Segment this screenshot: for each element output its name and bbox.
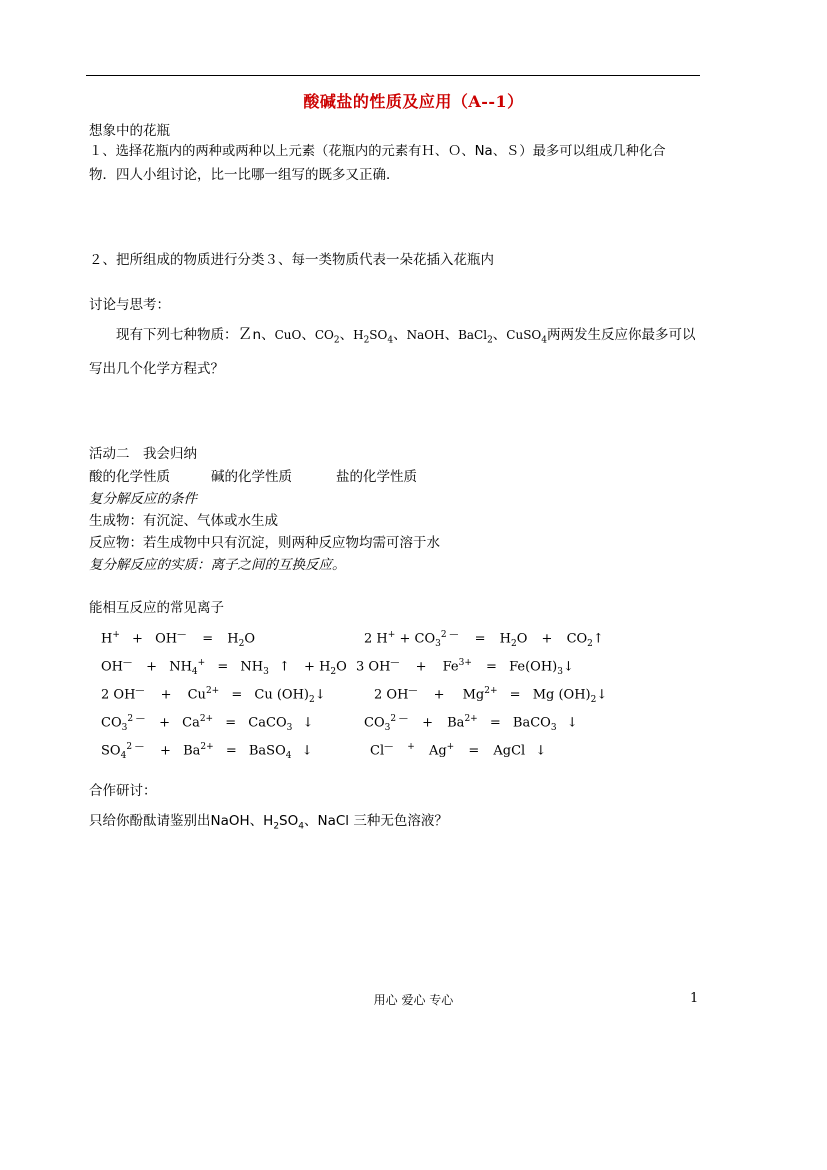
charge: 2+: [200, 742, 214, 752]
product: O: [244, 631, 256, 647]
page-number: 1: [690, 991, 699, 1006]
coop-heading: 合作研讨：: [89, 783, 157, 799]
ion-eq-cl-ag: [370, 738, 546, 760]
charge: +: [446, 742, 455, 752]
subscript: 3: [550, 722, 557, 733]
separator: 、: [492, 327, 507, 343]
ion: Ag: [428, 743, 447, 759]
subscript: 3: [557, 666, 563, 677]
precipitate-arrow-icon: ↓: [566, 715, 578, 731]
condition-heading: 复分解反应的条件: [89, 491, 197, 507]
product: CaCO: [248, 715, 287, 731]
subscript: 3: [384, 722, 391, 733]
separator: 、: [393, 327, 407, 343]
subscript: 4: [541, 335, 547, 346]
op: +: [160, 743, 171, 759]
op: +: [422, 715, 433, 731]
ion-eq-co3-ca: [101, 710, 313, 737]
op: =: [489, 715, 501, 731]
subscript: 4: [120, 750, 127, 761]
ion: NH: [169, 659, 192, 675]
condition-products: 生成物：有沉淀、气体或水生成: [89, 513, 278, 529]
precipitate-arrow-icon: ↓: [535, 743, 547, 759]
charge: 2 —: [126, 742, 144, 752]
formula-zn-n: n: [252, 327, 262, 343]
op: =: [468, 743, 480, 759]
charge: 2 —: [127, 714, 145, 724]
coefficient: 3: [356, 659, 365, 675]
subscript: 2: [363, 335, 370, 346]
ion: Fe: [442, 659, 459, 675]
subscript: 2: [590, 694, 597, 705]
op: =: [509, 687, 521, 703]
product: BaSO: [248, 743, 286, 759]
ion: OH: [368, 659, 391, 675]
ion: OH: [113, 687, 136, 703]
ion-eq-so4-ba: [101, 738, 313, 765]
precipitate-arrow-icon: ↓: [314, 687, 326, 703]
coop-question-formula: SO: [279, 813, 299, 829]
coefficient: 2: [101, 687, 110, 703]
footer-motto: 用心 爱心 专心: [373, 993, 454, 1007]
product: Fe(OH): [509, 659, 558, 675]
subscript: 4: [285, 750, 292, 761]
discussion-line-2: 写出几个化学方程式？: [89, 361, 224, 377]
op: +: [407, 742, 415, 752]
subscript: 2: [309, 694, 315, 705]
charge: —: [135, 686, 145, 696]
formula-co2: [314, 328, 340, 346]
ion-eq-h-oh: [101, 626, 255, 653]
question-1-line-2: 物．四人小组讨论，比一比哪一组写的既多又正确．: [89, 167, 400, 183]
section-heading-vase: 想象中的花瓶: [89, 123, 170, 139]
subscript: 3: [263, 666, 269, 677]
subscript: 2: [330, 666, 337, 677]
ion: SO: [101, 743, 121, 759]
ions-heading: 能相互反应的常见离子: [89, 600, 224, 616]
property-acid: 酸的化学性质: [89, 469, 170, 485]
formula-cuo: CuO: [274, 328, 302, 342]
separator: 、: [301, 327, 315, 343]
ion-eq-oh-cu: [101, 682, 326, 709]
subscript: 4: [191, 666, 198, 677]
formula-text: H: [353, 328, 364, 342]
ion: OH: [101, 659, 123, 675]
ion: CO: [414, 631, 436, 647]
op: =: [231, 687, 243, 703]
precipitate-arrow-icon: ↓: [302, 715, 314, 731]
reaction-essence: 复分解反应的实质：离子之间的互换反应。: [89, 557, 346, 573]
product: Cu (OH): [254, 687, 309, 703]
header-rule: [86, 75, 700, 76]
product: BaCO: [512, 715, 551, 731]
charge: —: [390, 658, 400, 668]
discussion-line-1: [116, 325, 696, 349]
ion-eq-oh-fe: [356, 654, 574, 681]
op: +: [399, 631, 411, 647]
ion: OH: [155, 631, 178, 647]
op: +: [146, 659, 158, 675]
formula-text: CuSO: [506, 328, 542, 342]
op: +: [132, 631, 143, 647]
ion: H: [376, 631, 388, 647]
product: H: [227, 631, 239, 647]
charge: 3+: [458, 658, 472, 668]
product: O: [516, 631, 528, 647]
charge: 2 —: [440, 630, 459, 640]
ion: Ba: [183, 743, 201, 759]
question-1-line-1: １、选择花瓶内的两种或两种以上元素（花瓶内的元素有Ｈ、Ｏ、Na、Ｓ）最多可以组成几种化合: [89, 144, 666, 159]
coefficient: 2: [374, 687, 383, 703]
ion: H: [101, 631, 113, 647]
op: =: [474, 631, 486, 647]
op: +: [415, 659, 427, 675]
charge: +: [112, 630, 120, 640]
product: NH: [240, 659, 264, 675]
product: O: [336, 659, 347, 675]
charge: —: [123, 658, 132, 668]
precipitate-arrow-icon: ↓: [596, 687, 608, 703]
formula-text: CO: [314, 328, 334, 342]
charge: —: [408, 686, 418, 696]
discussion-heading: 讨论与思考：: [89, 297, 170, 313]
op: +: [541, 631, 553, 647]
ion: CO: [364, 715, 385, 731]
ion: Ca: [182, 715, 200, 731]
discussion-suffix: 两两发生反应你最多可以: [547, 327, 696, 343]
ion-eq-co3-ba: [364, 710, 578, 737]
subscript: 2: [587, 638, 593, 649]
formula-h2so4: [353, 328, 394, 346]
op: =: [486, 659, 497, 675]
ion: OH: [386, 687, 409, 703]
op: =: [225, 743, 237, 759]
formula-bacl2: [458, 328, 493, 346]
ion-eq-h-co3: [364, 626, 604, 653]
ion-eq-oh-mg: [374, 682, 607, 709]
subscript: 2: [487, 335, 493, 346]
precipitate-arrow-icon: ↓: [562, 659, 574, 675]
product: H: [499, 631, 511, 647]
ion: Cl: [370, 743, 385, 759]
coop-question-prefix: 只给你酚酞请鉴别出NaOH、H: [89, 813, 274, 829]
product: AgCl: [493, 743, 526, 759]
charge: 2+: [205, 686, 220, 696]
op: +: [433, 687, 445, 703]
formula-naoh: NaOH: [406, 328, 445, 342]
separator: 、: [444, 327, 459, 343]
subscript: 4: [387, 335, 394, 346]
ion: Mg: [462, 687, 485, 703]
product: Mg (OH): [532, 687, 591, 703]
ion-eq-oh-nh4: [101, 654, 347, 681]
question-2: ２、把所组成的物质进行分类３、每一类物质代表一朵花插入花瓶内: [89, 252, 494, 268]
product: H: [319, 659, 331, 675]
precipitate-arrow-icon: ↓: [301, 743, 313, 759]
coefficient: 2: [364, 631, 373, 647]
charge: 2+: [484, 686, 498, 696]
charge: —: [177, 630, 187, 640]
formula-zn-z: Ｚ: [237, 325, 253, 343]
page-title: 酸碱盐的性质及应用（A--1）: [303, 92, 524, 111]
separator: 、: [339, 327, 354, 343]
subscript: 2: [273, 821, 280, 832]
coop-question-suffix: 、NaCl 三种无色溶液？: [303, 813, 448, 829]
formula-text: BaCl: [458, 328, 488, 342]
product: CO: [566, 631, 588, 647]
formula-text: SO: [369, 328, 388, 342]
subscript: 4: [298, 821, 304, 832]
condition-reactants: 反应物：若生成物中只有沉淀，则两种反应物均需可溶于水: [89, 535, 440, 551]
coop-question: [89, 812, 448, 836]
charge: —: [384, 742, 394, 752]
ion: Ba: [447, 715, 465, 731]
subscript: 2: [333, 335, 340, 346]
op: =: [225, 715, 237, 731]
formula-cuso4: [506, 328, 547, 346]
activity2-heading: 活动二 我会归纳: [89, 446, 197, 462]
op: +: [159, 715, 170, 731]
charge: +: [197, 658, 206, 668]
subscript: 2: [510, 638, 517, 649]
op: +: [160, 687, 172, 703]
subscript: 3: [435, 638, 441, 649]
charge: +: [387, 630, 396, 640]
gas-arrow-icon: ↑: [278, 659, 290, 675]
charge: 2 —: [390, 714, 408, 724]
op: =: [217, 659, 229, 675]
gas-arrow-icon: ↑: [592, 631, 604, 647]
property-base: 碱的化学性质: [211, 469, 292, 485]
property-salt: 盐的化学性质: [336, 469, 417, 485]
ion: CO: [101, 715, 122, 731]
subscript: 3: [286, 722, 293, 733]
op: =: [202, 631, 214, 647]
op: +: [304, 659, 315, 675]
subscript: 3: [121, 722, 128, 733]
subscript: 2: [238, 638, 245, 649]
charge: 2+: [464, 714, 478, 724]
ion: Cu: [187, 687, 206, 703]
separator: 、: [261, 327, 275, 343]
charge: 2+: [199, 714, 214, 724]
discussion-prefix: 现有下列七种物质：: [116, 327, 238, 343]
